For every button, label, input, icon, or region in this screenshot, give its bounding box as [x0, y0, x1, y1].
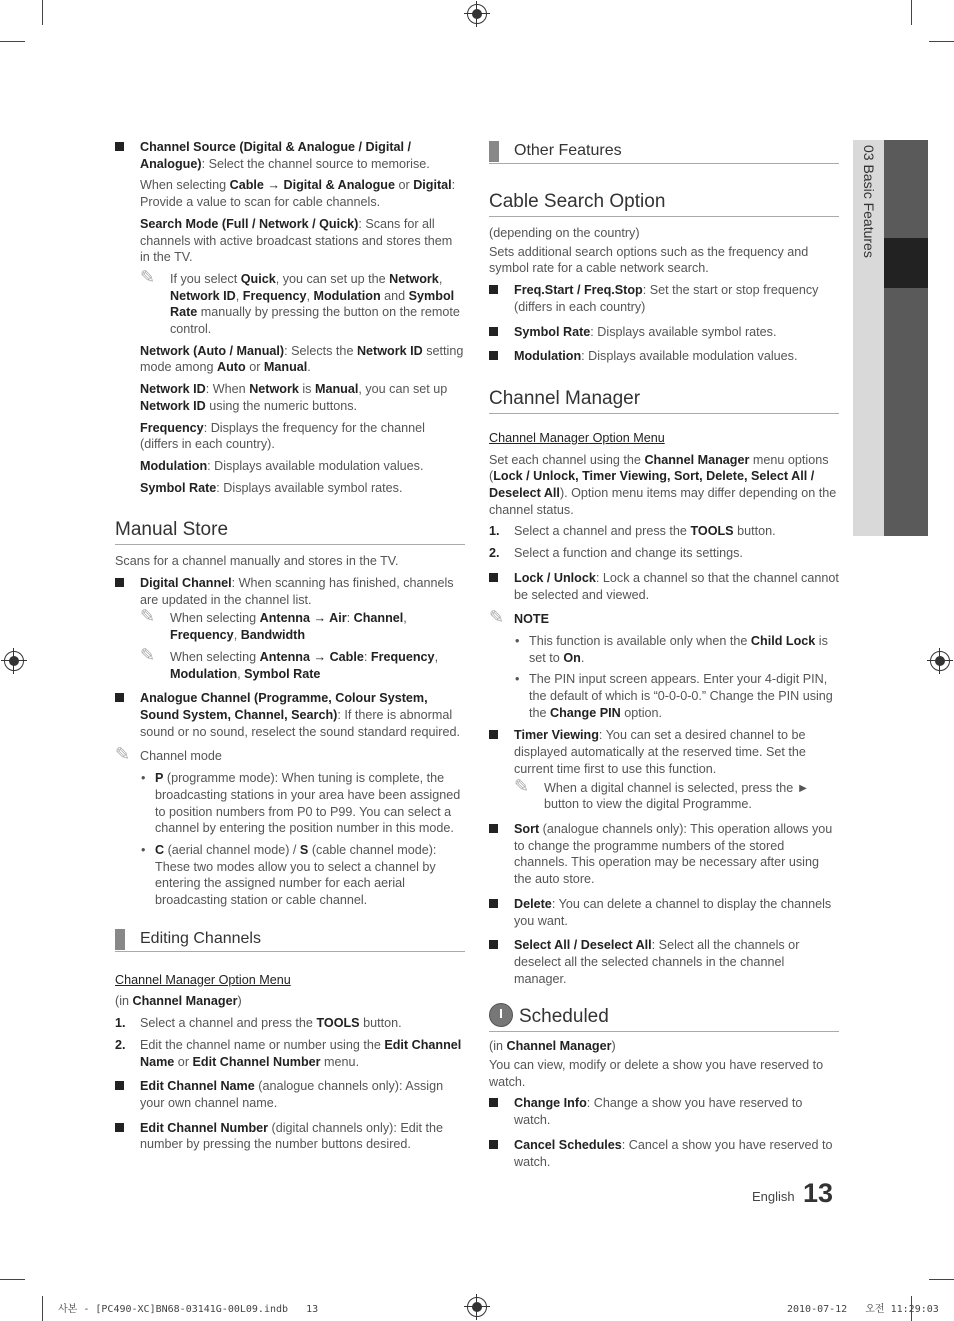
bullet-square-icon [115, 142, 124, 151]
cm-step-2: 2. Select a function and change its settings. [489, 546, 743, 561]
bullet-square-icon [489, 351, 498, 360]
crop-mark [42, 0, 43, 25]
registration-mark-icon [4, 651, 24, 671]
channel-manager-sub-heading: Channel Manager Option Menu [489, 430, 665, 445]
heading-bar [489, 141, 499, 162]
bullet-square-icon [489, 730, 498, 739]
quick-note: ✎ If you select Quick, you can set up the Network, Network ID, Frequency, Modulation and Symbol Rate manually by pressing the button on the remote control. [140, 266, 460, 337]
note-label: ✎ NOTE [489, 607, 549, 628]
channel-mode-note: ✎ Channel mode [115, 744, 222, 765]
bullet-square-icon [489, 940, 498, 949]
scheduled-heading: Scheduled [489, 1005, 839, 1032]
bullet-dot-icon: • [515, 633, 520, 648]
antenna-air-note: ✎ When selecting Antenna → Air: Channel, Frequency, Bandwidth [140, 606, 407, 643]
bullet-square-icon [489, 1098, 498, 1107]
crop-mark [42, 1296, 43, 1321]
c-mode-bullet: • C (aerial channel mode) / S (cable channel mode): These two modes allow you to select a channel by entering the assigned number for each aerial broadcasting station or cable channel. [141, 842, 437, 908]
crop-mark [911, 0, 912, 25]
language-label: English [752, 1189, 795, 1204]
channel-manager-intro: Set each channel using the Channel Manager menu options (Lock / Unlock, Timer Viewing, Sort, Delete, Select All / Deselect All). Option menu items may differ depending on the channel status. [489, 452, 837, 517]
crop-mark [0, 41, 25, 42]
registration-mark-icon [930, 651, 950, 671]
note-pencil-icon: ✎ [140, 644, 156, 665]
edit-channel-name-item: Edit Channel Name (analogue channels only): Assign your own channel name. [115, 1078, 465, 1111]
cable-search-intro: Sets additional search options such as the frequency and symbol rate for a cable network search. [489, 244, 809, 276]
antenna-cable-note: ✎ When selecting Antenna → Cable: Frequency, Modulation, Symbol Rate [140, 644, 439, 681]
child-lock-bullet: • This function is available only when the Child Lock is set to On. [515, 633, 828, 665]
select-all-item: Select All / Deselect All: Select all the channels or deselect all the selected channels in the channel manager. [489, 937, 839, 987]
note-pencil-icon: ✎ [115, 744, 131, 765]
delete-item: Delete: You can delete a channel to display the channels you want. [489, 896, 839, 929]
editing-step-1: 1. Select a channel and press the TOOLS button. [115, 1016, 402, 1031]
bullet-square-icon [115, 1081, 124, 1090]
timestamp-slug: 2010-07-12 오전 11:29:03 [787, 1304, 939, 1315]
cm-step-1: 1. Select a channel and press the TOOLS button. [489, 524, 776, 539]
manual-store-intro: Scans for a channel manually and stores in the TV. [115, 554, 399, 569]
cable-paragraph: When selecting Cable → Digital & Analogue or Digital: Provide a value to scan for cable channels. [140, 178, 456, 210]
search-mode-paragraph: Search Mode (Full / Network / Quick): Scans for all channels with active broadcast stations and stores them in the TV. [140, 216, 453, 265]
analogue-channel-item: Analogue Channel (Programme, Colour System, Sound System, Channel, Search): If there is abnormal sound or no sound, reselect the sound standard required. [115, 690, 465, 740]
clock-hand [500, 1009, 502, 1018]
editing-step-2: 2. Edit the channel name or number using the Edit Channel Name or Edit Channel Number menu. [115, 1037, 462, 1069]
digital-channel-item: Digital Channel: When scanning has finished, channels are updated in the channel list. ✎ When selecting Antenna → Air: Channel, Frequency, Bandwidth ✎ When selecting Antenna → Cable: Frequency, Modulation, Symbol Rate [115, 575, 465, 682]
channel-source-item: Channel Source (Digital & Analogue / Digital / Analogue): Select the channel source to memorise. [115, 139, 465, 172]
editing-in: (in Channel Manager) [115, 994, 242, 1009]
network-paragraph: Network (Auto / Manual): Selects the Network ID setting mode among Auto or Manual. [140, 343, 464, 375]
registration-mark-icon [467, 1297, 487, 1317]
bullet-square-icon [489, 899, 498, 908]
timer-viewing-item: Timer Viewing: You can set a desired channel to be displayed automatically at the reserved time. Set the current time first to use this function. ✎ When a digital channel is selected, press the ► button to view the digital Programme. [489, 727, 839, 813]
page-number: 13 [803, 1178, 834, 1208]
left-column [115, 139, 465, 1158]
bullet-square-icon [489, 824, 498, 833]
bullet-dot-icon: • [515, 672, 520, 687]
channel-manager-heading: Channel Manager [489, 387, 839, 414]
chapter-sidebar-active [884, 238, 928, 288]
p-mode-bullet: • P (programme mode): When tuning is complete, the broadcasting stations in your area have been assigned to position numbers from P0 to P99. You can select a channel by entering the position number in this mode. [141, 771, 461, 836]
sort-item: Sort (analogue channels only): This operation allows you to change the programme numbers of the stored channels. This operation may be necessary after using the auto store. [489, 821, 839, 888]
bullet-square-icon [115, 1123, 124, 1132]
lock-unlock-item: Lock / Unlock: Lock a channel so that the channel cannot be selected and viewed. [489, 570, 839, 603]
cable-search-heading: Cable Search Option [489, 190, 839, 217]
bullet-dot-icon: • [141, 842, 146, 857]
symbol-rate-paragraph: Symbol Rate: Displays available symbol rates. [140, 480, 403, 495]
scheduled-in: (in Channel Manager) [489, 1039, 616, 1054]
bullet-square-icon [489, 1140, 498, 1149]
pin-bullet: • The PIN input screen appears. Enter your 4-digit PIN, the default of which is “0-0-0-0.” Change the PIN using the Change PIN option. [515, 672, 833, 720]
frequency-paragraph: Frequency: Displays the frequency for the channel (differs in each country). [140, 420, 425, 452]
bullet-square-icon [115, 578, 124, 587]
chapter-tab-label: 03 Basic Features [861, 145, 877, 258]
modulation-item: Modulation: Displays available modulation values. [489, 348, 839, 365]
file-slug: 사본 - [PC490-XC]BN68-03141G-00L09.indb 13 [58, 1304, 319, 1315]
note-pencil-icon: ✎ [514, 775, 530, 796]
symbol-rate-item: Symbol Rate: Displays available symbol rates. [489, 324, 839, 341]
cable-search-country: (depending on the country) [489, 226, 640, 240]
modulation-paragraph: Modulation: Displays available modulation values. [140, 458, 424, 473]
registration-mark-icon [467, 4, 487, 24]
bullet-square-icon [489, 327, 498, 336]
change-info-item: Change Info: Change a show you have reserved to watch. [489, 1095, 839, 1128]
editing-sub-heading: Channel Manager Option Menu [115, 972, 291, 987]
right-column [489, 139, 839, 1175]
crop-mark [929, 41, 954, 42]
crop-mark [929, 1279, 954, 1280]
chapter-sidebar-dark [884, 140, 928, 536]
manual-store-heading: Manual Store [115, 518, 465, 545]
bullet-square-icon [489, 573, 498, 582]
editing-channels-heading: Editing Channels [115, 929, 465, 952]
bullet-square-icon [489, 285, 498, 294]
note-pencil-icon: ✎ [489, 607, 505, 628]
freq-start-stop-item: Freq.Start / Freq.Stop: Set the start or stop frequency (differs in each country) [489, 282, 839, 315]
note-pencil-icon: ✎ [140, 606, 156, 627]
cancel-schedules-item: Cancel Schedules: Cancel a show you have reserved to watch. [489, 1137, 839, 1170]
timer-note: ✎ When a digital channel is selected, press the ► button to view the digital Programme. [514, 775, 810, 812]
heading-bar [115, 929, 125, 950]
bullet-square-icon [115, 693, 124, 702]
scheduled-intro: You can view, modify or delete a show you have reserved to watch. [489, 1058, 824, 1089]
note-pencil-icon: ✎ [140, 266, 156, 287]
edit-channel-number-item: Edit Channel Number (digital channels only): Edit the number by pressing the number buttons desired. [115, 1120, 465, 1153]
network-id-paragraph: Network ID: When Network is Manual, you can set up Network ID using the numeric buttons. [140, 382, 448, 413]
crop-mark [0, 1279, 25, 1280]
other-features-heading: Other Features [489, 141, 839, 164]
bullet-dot-icon: • [141, 771, 146, 786]
